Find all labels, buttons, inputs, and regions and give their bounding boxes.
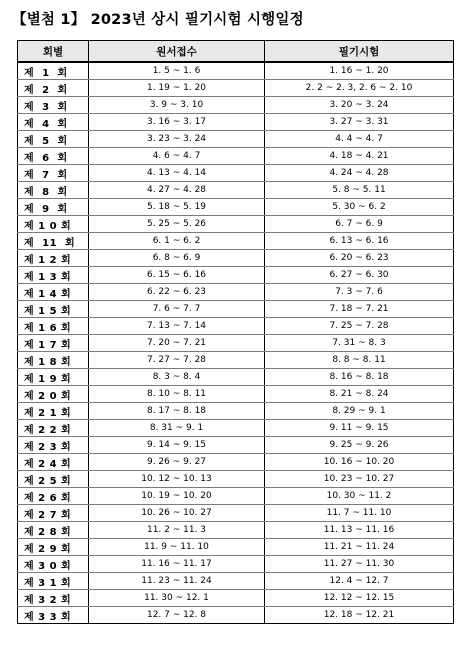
- table-row: [18, 437, 454, 454]
- exam-period-cell: 12. 12 ~ 12. 15: [265, 590, 454, 607]
- exam-period-cell: 9. 25 ~ 9. 26: [265, 437, 454, 454]
- application-period-cell: 3. 9 ~ 3. 10: [89, 97, 265, 114]
- table-row: [18, 199, 454, 216]
- exam-period-cell: 6. 27 ~ 6. 30: [265, 267, 454, 284]
- application-period-cell: 6. 1 ~ 6. 2: [89, 233, 265, 250]
- table-row: [18, 131, 454, 148]
- round-cell: 제 1 0 회: [18, 216, 89, 233]
- application-period-cell: 11. 9 ~ 11. 10: [89, 539, 265, 556]
- application-period-cell: 6. 8 ~ 6. 9: [89, 250, 265, 267]
- exam-period-cell: 6. 7 ~ 6. 9: [265, 216, 454, 233]
- exam-period-cell: 8. 29 ~ 9. 1: [265, 403, 454, 420]
- round-cell: 제 1 8 회: [18, 352, 89, 369]
- table-row: [18, 165, 454, 182]
- round-cell: 제 2 2 회: [18, 420, 89, 437]
- application-period-cell: 4. 13 ~ 4. 14: [89, 165, 265, 182]
- exam-period-cell: 11. 13 ~ 11. 16: [265, 522, 454, 539]
- round-cell: 제 3 회: [18, 97, 89, 114]
- application-period-cell: 12. 7 ~ 12. 8: [89, 607, 265, 624]
- round-cell: 제 5 회: [18, 131, 89, 148]
- round-cell: 제 2 7 회: [18, 505, 89, 522]
- round-cell: 제 2 4 회: [18, 454, 89, 471]
- application-period-cell: 1. 5 ~ 1. 6: [89, 62, 265, 80]
- application-period-cell: 10. 26 ~ 10. 27: [89, 505, 265, 522]
- exam-period-cell: 11. 27 ~ 11. 30: [265, 556, 454, 573]
- exam-period-cell: 6. 20 ~ 6. 23: [265, 250, 454, 267]
- exam-period-cell: 11. 21 ~ 11. 24: [265, 539, 454, 556]
- table-row: [18, 233, 454, 250]
- round-cell: 제 2 9 회: [18, 539, 89, 556]
- round-cell: 제 4 회: [18, 114, 89, 131]
- round-cell: 제 2 5 회: [18, 471, 89, 488]
- table-row: [18, 522, 454, 539]
- round-cell: 제 6 회: [18, 148, 89, 165]
- round-cell: 제 1 6 회: [18, 318, 89, 335]
- table-row: [18, 471, 454, 488]
- round-cell: 제 1 7 회: [18, 335, 89, 352]
- round-cell: 제 2 8 회: [18, 522, 89, 539]
- table-row: [18, 556, 454, 573]
- round-cell: 제 2 3 회: [18, 437, 89, 454]
- table-row: [18, 267, 454, 284]
- round-cell: 제 1 5 회: [18, 301, 89, 318]
- exam-period-cell: 8. 21 ~ 8. 24: [265, 386, 454, 403]
- round-cell: 제 1 9 회: [18, 369, 89, 386]
- round-cell: 제 2 6 회: [18, 488, 89, 505]
- exam-period-cell: 5. 30 ~ 6. 2: [265, 199, 454, 216]
- exam-schedule-table: [17, 40, 454, 624]
- exam-period-cell: 1. 16 ~ 1. 20: [265, 62, 454, 80]
- table-row: [18, 182, 454, 199]
- exam-period-cell: 7. 3 ~ 7. 6: [265, 284, 454, 301]
- exam-period-cell: 12. 18 ~ 12. 21: [265, 607, 454, 624]
- application-period-cell: 6. 22 ~ 6. 23: [89, 284, 265, 301]
- application-period-cell: 8. 3 ~ 8. 4: [89, 369, 265, 386]
- application-period-cell: 4. 27 ~ 4. 28: [89, 182, 265, 199]
- application-period-cell: 10. 12 ~ 10. 13: [89, 471, 265, 488]
- table-row: [18, 420, 454, 437]
- application-period-cell: 7. 20 ~ 7. 21: [89, 335, 265, 352]
- round-cell: 제 1 회: [18, 62, 89, 80]
- table-row: [18, 148, 454, 165]
- table-row: [18, 301, 454, 318]
- exam-period-cell: 10. 16 ~ 10. 20: [265, 454, 454, 471]
- table-row: [18, 318, 454, 335]
- round-cell: 제 3 3 회: [18, 607, 89, 624]
- round-cell: 제 3 1 회: [18, 573, 89, 590]
- application-period-cell: 7. 13 ~ 7. 14: [89, 318, 265, 335]
- application-period-cell: 7. 27 ~ 7. 28: [89, 352, 265, 369]
- exam-period-cell: 8. 8 ~ 8. 11: [265, 352, 454, 369]
- round-cell: 제 2 0 회: [18, 386, 89, 403]
- round-cell: 제 7 회: [18, 165, 89, 182]
- table-row: [18, 97, 454, 114]
- exam-period-cell: 7. 31 ~ 8. 3: [265, 335, 454, 352]
- round-cell: 제 1 2 회: [18, 250, 89, 267]
- application-period-cell: 6. 15 ~ 6. 16: [89, 267, 265, 284]
- exam-period-cell: 3. 20 ~ 3. 24: [265, 97, 454, 114]
- exam-period-cell: 12. 4 ~ 12. 7: [265, 573, 454, 590]
- exam-period-cell: 4. 4 ~ 4. 7: [265, 131, 454, 148]
- table-row: [18, 573, 454, 590]
- round-cell: 제 1 4 회: [18, 284, 89, 301]
- application-period-cell: 3. 16 ~ 3. 17: [89, 114, 265, 131]
- exam-period-cell: 10. 23 ~ 10. 27: [265, 471, 454, 488]
- application-period-cell: 8. 17 ~ 8. 18: [89, 403, 265, 420]
- exam-period-cell: 4. 24 ~ 4. 28: [265, 165, 454, 182]
- table-row: [18, 454, 454, 471]
- application-period-cell: 11. 16 ~ 11. 17: [89, 556, 265, 573]
- round-cell: 제 8 회: [18, 182, 89, 199]
- table-row: [18, 386, 454, 403]
- table-row: [18, 250, 454, 267]
- application-period-cell: 11. 30 ~ 12. 1: [89, 590, 265, 607]
- table-row: [18, 590, 454, 607]
- table-row: [18, 607, 454, 624]
- table-row: [18, 505, 454, 522]
- table-row: [18, 62, 454, 80]
- table-row: [18, 352, 454, 369]
- exam-period-cell: 6. 13 ~ 6. 16: [265, 233, 454, 250]
- exam-period-cell: 7. 18 ~ 7. 21: [265, 301, 454, 318]
- header-round: 회별: [18, 41, 89, 63]
- exam-period-cell: 5. 8 ~ 5. 11: [265, 182, 454, 199]
- round-cell: 제 3 2 회: [18, 590, 89, 607]
- table-row: [18, 369, 454, 386]
- round-cell: 제 9 회: [18, 199, 89, 216]
- table-row: [18, 114, 454, 131]
- exam-period-cell: 9. 11 ~ 9. 15: [265, 420, 454, 437]
- round-cell: 제 3 0 회: [18, 556, 89, 573]
- application-period-cell: 9. 26 ~ 9. 27: [89, 454, 265, 471]
- application-period-cell: 11. 23 ~ 11. 24: [89, 573, 265, 590]
- table-row: [18, 284, 454, 301]
- table-row: [18, 488, 454, 505]
- application-period-cell: 1. 19 ~ 1. 20: [89, 80, 265, 97]
- table-row: [18, 539, 454, 556]
- table-row: [18, 335, 454, 352]
- application-period-cell: 4. 6 ~ 4. 7: [89, 148, 265, 165]
- application-period-cell: 8. 31 ~ 9. 1: [89, 420, 265, 437]
- exam-period-cell: 2. 2 ~ 2. 3, 2. 6 ~ 2. 10: [265, 80, 454, 97]
- exam-period-cell: 4. 18 ~ 4. 21: [265, 148, 454, 165]
- round-cell: 제 2 1 회: [18, 403, 89, 420]
- application-period-cell: 5. 18 ~ 5. 19: [89, 199, 265, 216]
- application-period-cell: 3. 23 ~ 3. 24: [89, 131, 265, 148]
- document-title: 【별첨 1】 2023년 상시 필기시험 시행일정: [12, 12, 304, 28]
- round-cell: 제 11 회: [18, 233, 89, 250]
- exam-period-cell: 10. 30 ~ 11. 2: [265, 488, 454, 505]
- application-period-cell: 10. 19 ~ 10. 20: [89, 488, 265, 505]
- application-period-cell: 11. 2 ~ 11. 3: [89, 522, 265, 539]
- application-period-cell: 5. 25 ~ 5. 26: [89, 216, 265, 233]
- header-application: 원서접수: [89, 41, 265, 63]
- table-row: [18, 80, 454, 97]
- application-period-cell: 9. 14 ~ 9. 15: [89, 437, 265, 454]
- table-row: [18, 403, 454, 420]
- round-cell: 제 1 3 회: [18, 267, 89, 284]
- application-period-cell: 8. 10 ~ 8. 11: [89, 386, 265, 403]
- exam-period-cell: 3. 27 ~ 3. 31: [265, 114, 454, 131]
- exam-period-cell: 8. 16 ~ 8. 18: [265, 369, 454, 386]
- exam-period-cell: 11. 7 ~ 11. 10: [265, 505, 454, 522]
- table-row: [18, 216, 454, 233]
- header-exam: 필기시험: [265, 41, 454, 63]
- application-period-cell: 7. 6 ~ 7. 7: [89, 301, 265, 318]
- table-header-row: [18, 41, 454, 63]
- round-cell: 제 2 회: [18, 80, 89, 97]
- exam-period-cell: 7. 25 ~ 7. 28: [265, 318, 454, 335]
